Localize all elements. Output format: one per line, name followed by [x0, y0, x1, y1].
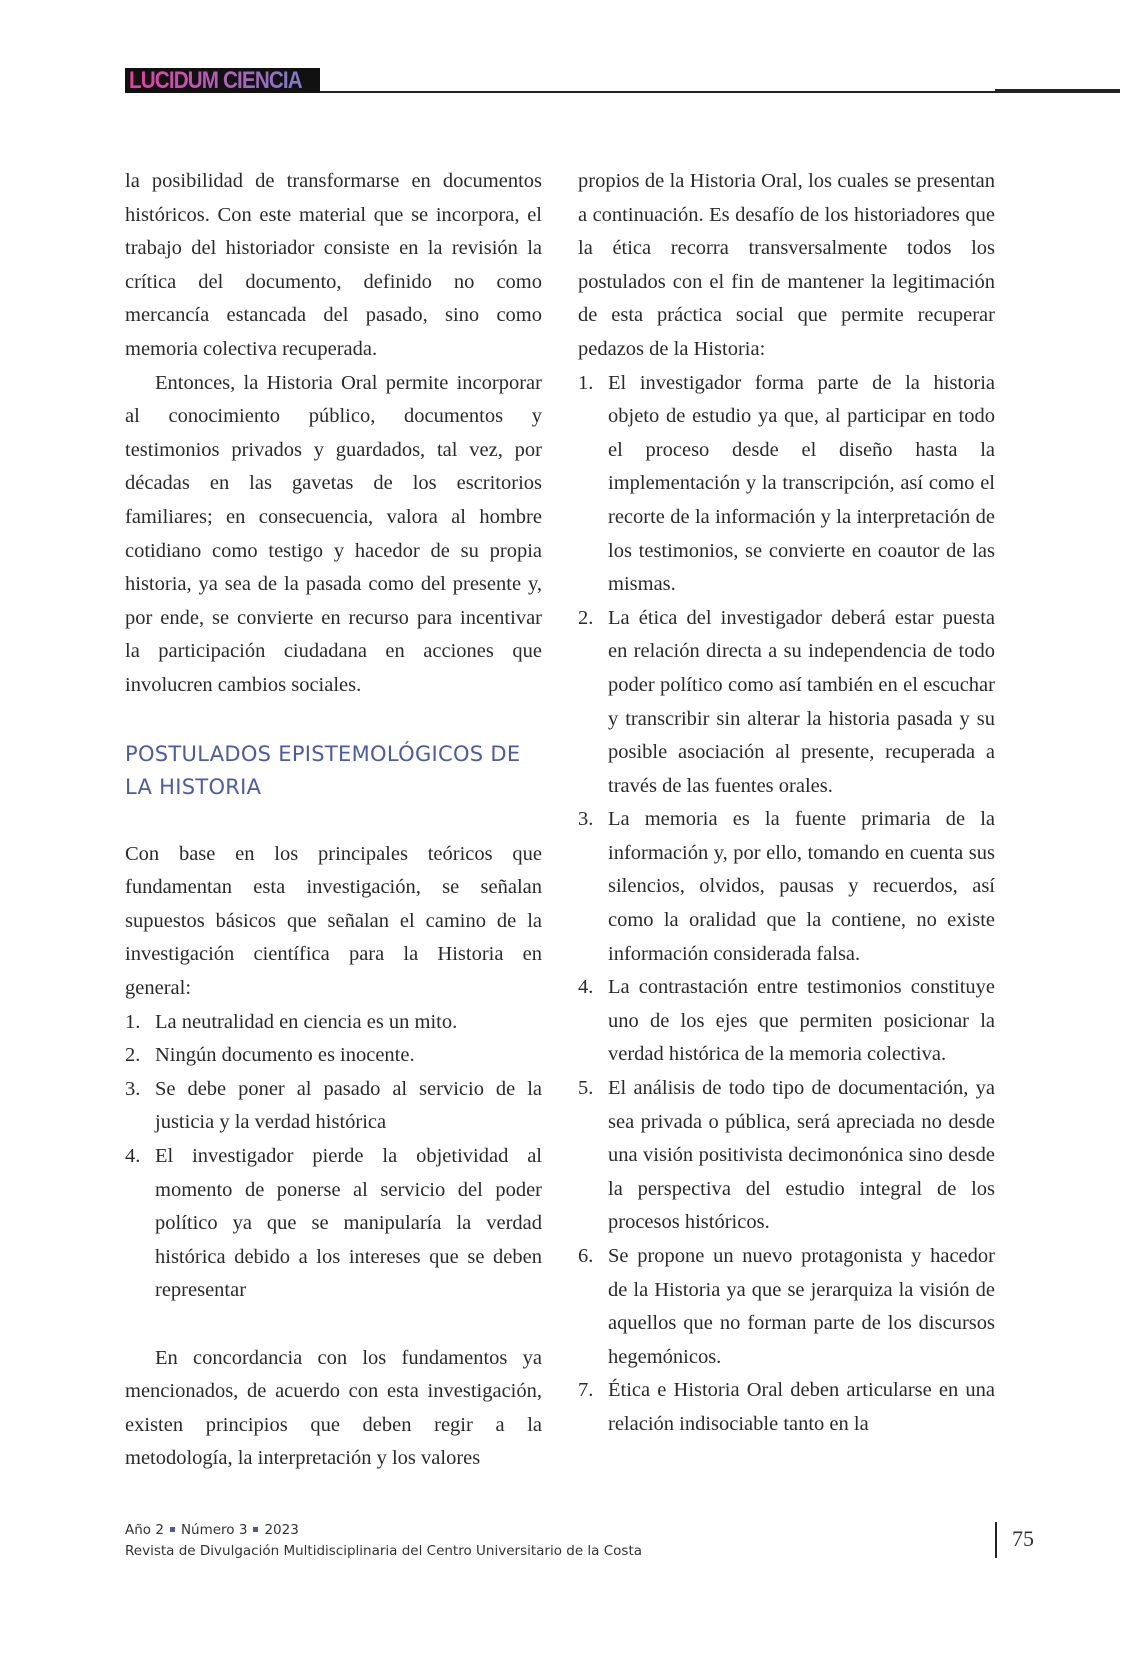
- journal-title: LUCIDUM CIENCIA: [129, 68, 302, 93]
- list-number: 5.: [578, 1077, 594, 1100]
- list-item: [578, 1072, 995, 1240]
- list-item: [125, 1039, 542, 1073]
- list-number: 3.: [125, 1077, 141, 1100]
- list-item: [578, 1374, 995, 1441]
- list-number: 2.: [125, 1044, 141, 1067]
- page-number-divider: [995, 1522, 997, 1558]
- footer-year: Año 2: [125, 1522, 164, 1538]
- page-footer: [125, 1520, 642, 1562]
- list-number: 3.: [578, 808, 594, 831]
- list-item: [125, 1140, 542, 1308]
- list-number: 4.: [578, 976, 594, 999]
- list-text: Se debe poner al pasado al servicio de la justicia y la verdad histórica: [155, 1077, 542, 1134]
- journal-name: Revista de Divulgación Multidisciplinaria del Centro Universitario de la Costa: [125, 1543, 643, 1559]
- journal-masthead: [125, 68, 320, 93]
- list-number: 1.: [125, 1010, 141, 1033]
- left-column: [125, 165, 542, 1476]
- list-item: [578, 602, 995, 804]
- paragraph: Entonces, la Historia Oral permite incorporar al conocimiento público, documentos y testimonios privados y guardados, tal vez, por décadas en las gavetas de los escritorios familiares; en consecuencia, valora al hombre cotidiano como testigo y hacedor de su propia historia, ya sea de la pasada como del presente y, por ende, se convierte en recurso para incentivar la participación ciudadana en acciones que involucren cambios sociales.: [125, 371, 542, 696]
- list-text: La contrastación entre testimonios constituye uno de los ejes que permiten posicionar la verdad histórica de la memoria colectiva.: [608, 976, 995, 1066]
- list-number: 4.: [125, 1145, 141, 1168]
- page-number: 75: [1012, 1526, 1034, 1551]
- list-item: [125, 1006, 542, 1040]
- list-text: Ningún documento es inocente.: [155, 1044, 415, 1067]
- list-number: 2.: [578, 606, 594, 629]
- footer-issue: Número 3: [180, 1522, 248, 1538]
- section-heading: POSTULADOS EPISTEMOLÓGICOS DE LA HISTORIA: [125, 741, 521, 800]
- separator-square-icon: [170, 1527, 175, 1532]
- issue-info: [125, 1520, 642, 1541]
- list-item: [125, 1073, 542, 1140]
- list-text: La memoria es la fuente primaria de la información y, por ello, tomando en cuenta sus silencios, olvidos, pausas y recuerdos, así como la oralidad que la contiene, no existe información considerada falsa.: [608, 808, 995, 965]
- paragraph: Con base en los principales teóricos que fundamentan esta investigación, se señalan supuestos básicos que señalan el camino de la investigación científica para la Historia en general:: [125, 842, 542, 1000]
- paragraph: En concordancia con los fundamentos ya mencionados, de acuerdo con esta investigación, existen principios que deben regir a la metodología, la interpretación y los valores: [125, 1346, 542, 1470]
- separator-square-icon: [253, 1527, 258, 1532]
- list-text: Ética e Historia Oral deben articularse en una relación indisociable tanto en la: [608, 1379, 995, 1435]
- list-item: [578, 971, 995, 1072]
- list-number: 6.: [578, 1245, 594, 1267]
- list-item: [578, 367, 995, 602]
- header-rule-accent: [995, 89, 1120, 93]
- list-text: El investigador pierde la objetividad al momento de ponerse al servicio del poder político ya que se manipularía la verdad histórica debido a los intereses que se deben representar: [155, 1145, 542, 1302]
- list-number: 7.: [578, 1379, 594, 1402]
- list-text: Se propone un nuevo protagonista y hacedor de la Historia ya que se jerarquiza la visión de aquellos que no forman parte de los discursos hegemónicos.: [608, 1245, 995, 1368]
- footer-date: 2023: [264, 1522, 299, 1538]
- paragraph: propios de la Historia Oral, los cuales se presentan a continuación. Es desafío de los historiadores que la ética recorra transversalmente todos los postulados con el fin de mantener la legitimación de esta práctica social que permite recuperar pedazos de la Historia:: [578, 170, 995, 360]
- list-text: La neutralidad en ciencia es un mito.: [155, 1010, 458, 1033]
- list-item: [578, 803, 995, 971]
- spacer: [125, 1308, 542, 1342]
- numbered-list: [125, 1006, 542, 1308]
- list-text: El investigador forma parte de la historia objeto de estudio ya que, al participar en todo el proceso desde el diseño hasta la implementación y la transcripción, así como el recorte de la información y la interpretación de los testimonios, se convierte en coautor de las mismas.: [608, 371, 995, 596]
- list-number: 1.: [578, 371, 594, 394]
- header-rule: [320, 91, 995, 93]
- right-column: [578, 165, 995, 1442]
- numbered-list: [578, 367, 995, 1442]
- list-text: La ética del investigador deberá estar puesta en relación directa a su independencia de todo poder político como así también en el escuchar y transcribir sin alterar la historia pasada y su posible asociación al presente, recuperada a través de las fuentes orales.: [608, 606, 995, 797]
- list-item: [578, 1240, 995, 1374]
- list-text: El análisis de todo tipo de documentación, ya sea privada o pública, será apreciada no desde una visión positivista decimonónica sino desde la perspectiva del estudio integral de los procesos históricos.: [608, 1077, 995, 1234]
- paragraph: la posibilidad de transformarse en documentos históricos. Con este material que se incorpora, el trabajo del historiador consiste en la revisión la crítica del documento, definido no como mercancía estancada del pasado, sino como memoria colectiva recuperada.: [125, 170, 542, 360]
